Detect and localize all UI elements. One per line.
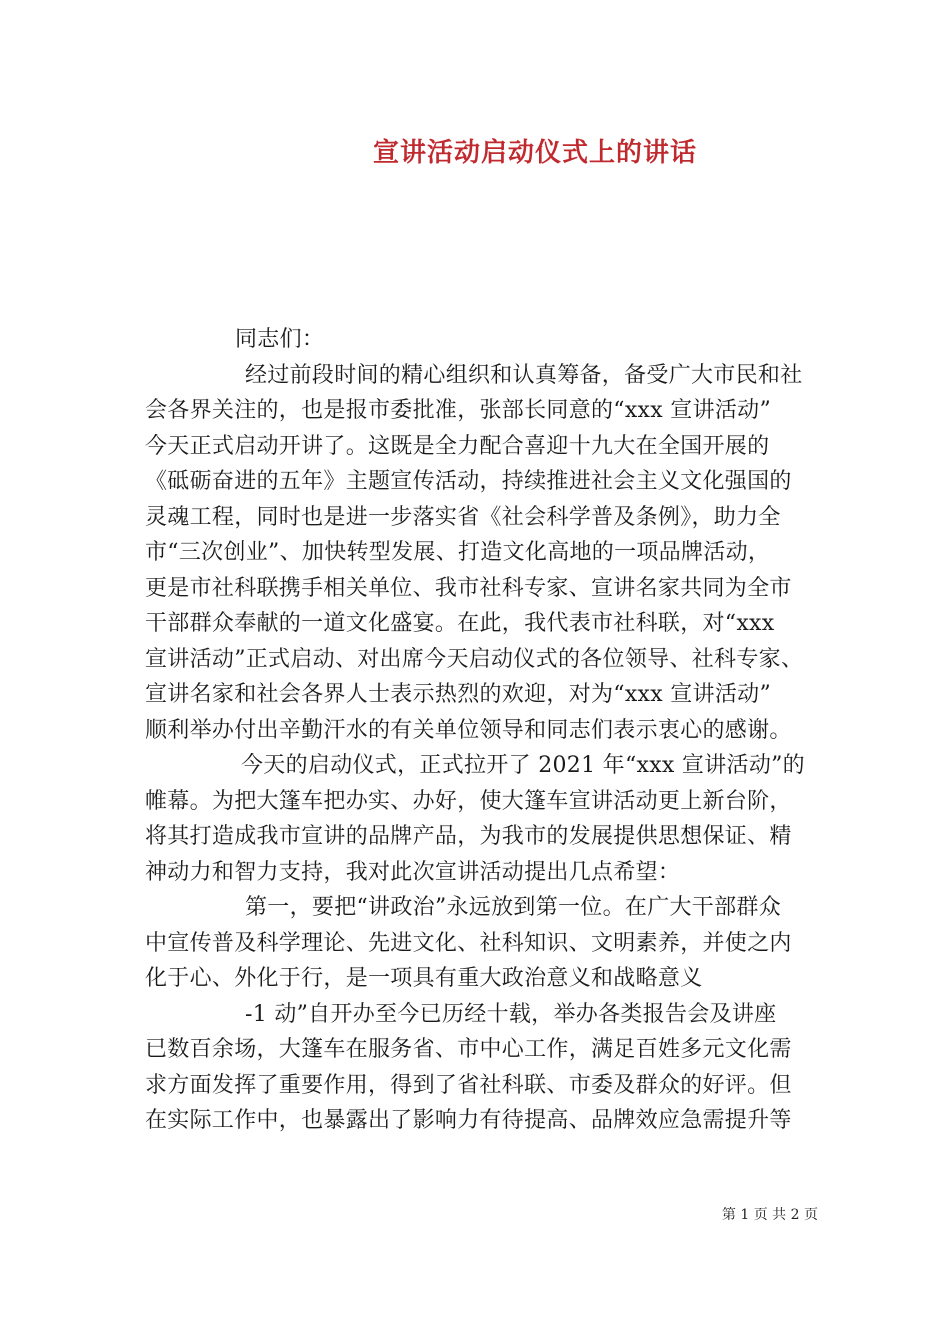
paragraph-line: 经过前段时间的精心组织和认真筹备，备受广大市民和社	[245, 362, 803, 388]
document-body	[145, 322, 817, 1139]
paragraph-line: 干部群众奉献的一道文化盛宴。在此，我代表市社科联，对“xxx	[145, 611, 775, 636]
paragraph-line: 顺利举办付出辛勤汗水的有关单位领导和同志们表示衷心的感谢。	[145, 717, 792, 743]
paragraph-line: 更是市社科联携手相关单位、我市社科专家、宣讲名家共同为全市	[145, 575, 792, 601]
page-number-footer: 第 1 页 共 2 页	[721, 1207, 818, 1223]
paragraph-line: 求方面发挥了重要作用，得到了省社科联、市委及群众的好评。但	[145, 1072, 792, 1098]
paragraph-line: 帷幕。为把大篷车把办实、办好，使大篷车宣讲活动更上新台阶，	[145, 788, 792, 814]
paragraph-line: 宣讲名家和社会各界人士表示热烈的欢迎，对为“xxx 宣讲活动”	[145, 682, 772, 707]
paragraph-line: 已数百余场，大篷车在服务省、市中心工作，满足百姓多元文化需	[145, 1037, 792, 1062]
salutation: 同志们：	[235, 327, 325, 352]
paragraph-line: 今天的启动仪式，正式拉开了 2021 年“xxx 宣讲活动”的	[241, 753, 805, 778]
paragraph-line: 《砥砺奋进的五年》主题宣传活动，持续推进社会主义文化强国的	[145, 469, 792, 494]
document-title-text: 宣讲活动启动仪式上的讲话	[372, 138, 697, 168]
document-title	[0, 132, 950, 169]
paragraph-line: 宣讲活动”正式启动、对出席今天启动仪式的各位领导、社科专家、	[145, 646, 804, 672]
paragraph-line: 神动力和智力支持，我对此次宣讲活动提出几点希望：	[145, 859, 681, 885]
paragraph-line: 将其打造成我市宣讲的品牌产品，为我市的发展提供思想保证、精	[145, 824, 792, 849]
paragraph-line: 在实际工作中，也暴露出了影响力有待提高、品牌效应急需提升等	[145, 1108, 792, 1133]
paragraph-line: 化于心、外化于行，是一项具有重大政治意义和战略意义	[145, 966, 703, 991]
paragraph-line: 今天正式启动开讲了。这既是全力配合喜迎十九大在全国开展的	[145, 433, 770, 459]
paragraph-line: 中宣传普及科学理论、先进文化、社科知识、文明素养，并使之内	[145, 930, 792, 956]
paragraph-line: 灵魂工程，同时也是进一步落实省《社会科学普及条例》，助力全	[145, 504, 781, 530]
paragraph-line: 第一，要把“讲政治”永远放到第一位。在广大干部群众	[245, 895, 781, 920]
paragraph-line: 市“三次创业”、加快转型发展、打造文化高地的一项品牌活动，	[145, 540, 771, 565]
paragraph-line: -1 动”自开办至今已历经十载，举办各类报告会及讲座	[245, 1001, 777, 1027]
paragraph-line: 会各界关注的，也是报市委批准，张部长同意的“xxx 宣讲活动”	[145, 398, 772, 423]
